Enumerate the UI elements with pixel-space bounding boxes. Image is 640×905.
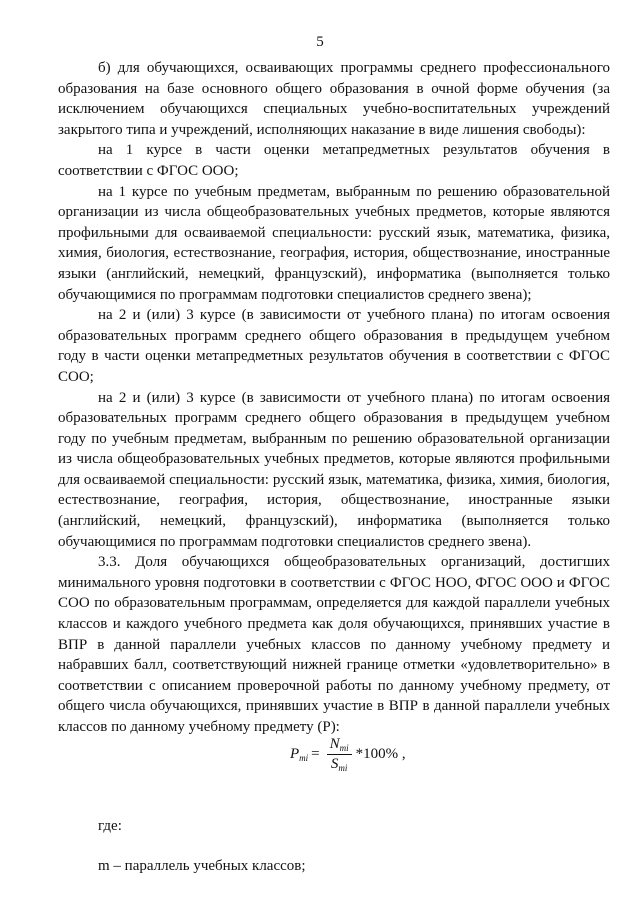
formula-eq: = (311, 746, 320, 762)
paragraph-course23-metasubject: на 2 и (или) 3 курсе (в зависимости от учебного плана) по итогам освоения образовательных программ среднего общего образования в предыдущем учебном году в части оценки метапредметных результатов обучения в соответствии с ФГОС СОО; (58, 307, 610, 385)
formula-denominator: $S_{mi}$ (330, 756, 348, 773)
paragraph-course1-metasubject: на 1 курсе в части оценки метапредметных результатов обучения в соответствии с ФГОС ООО; (58, 142, 610, 179)
where-label: где: (98, 818, 122, 834)
formula-numerator: $N_{mi}$ (327, 736, 352, 755)
body-text (58, 58, 610, 738)
formula-lhs: $P_{mi}$ (290, 746, 309, 763)
paragraph-course1-subjects: на 1 курсе по учебным предметам, выбранным по решению образовательной организации из числа общеобразовательных учебных предметов, которые являются профильными для осваиваемой специальности: русский язык, математика, физика, химия, биология, естествознание, география, история, обществознание, иностранные языки (английский, немецкий, французский), информатика (выполняется только обучающимися по программам подготовки специалистов среднего звена); (58, 183, 610, 303)
formula (290, 736, 406, 773)
formula-rhs: *100% , (355, 746, 406, 762)
paragraph-course23-subjects: на 2 и (или) 3 курсе (в зависимости от учебного плана) по итогам освоения образовательных программ среднего общего образования в предыдущем учебном году по учебным предметам, выбранным по решению образовательной организации из числа общеобразовательных учебных предметов, которые являются профильными для осваиваемой специальности: русский язык, математика, физика, химия, биология, естествознание, география, история, обществознание, иностранные языки (английский, немецкий, французский), информатика (выполняется только обучающимися по программам подготовки специалистов среднего звена). (58, 389, 610, 550)
page-number: 5 (316, 34, 324, 50)
paragraph-b-intro: б) для обучающихся, осваивающих программы среднего профессионального образования на базе основного общего образования в очной форме обучения (за исключением обучающихся специальных учебно-воспитательных учреждений закрытого типа и учреждений, исполняющих наказание в виде лишения свободы): (58, 60, 610, 138)
paragraph-3-3: 3.3. Доля обучающихся общеобразовательных организаций, достигших минимального уровня подготовки в соответствии с ФГОС НОО, ФГОС ООО и ФГОС СОО по образовательным программам, определяется для каждой параллели учебных классов и каждого учебного предмета как доля обучающихся, принявших участие в ВПР в данной параллели учебных классов по данному учебному предмету и набравших балл, соответствующий нижней границе отметки «удовлетворительно» в соответствии с описанием проверочной работы по данному учебному предмету, от общего числа обучающихся, принявших участие в ВПР в данной параллели учебных классов по данному учебному предмету (P): (58, 554, 610, 735)
m-definition: m – параллель учебных классов; (98, 858, 306, 874)
formula-fraction (327, 736, 352, 773)
